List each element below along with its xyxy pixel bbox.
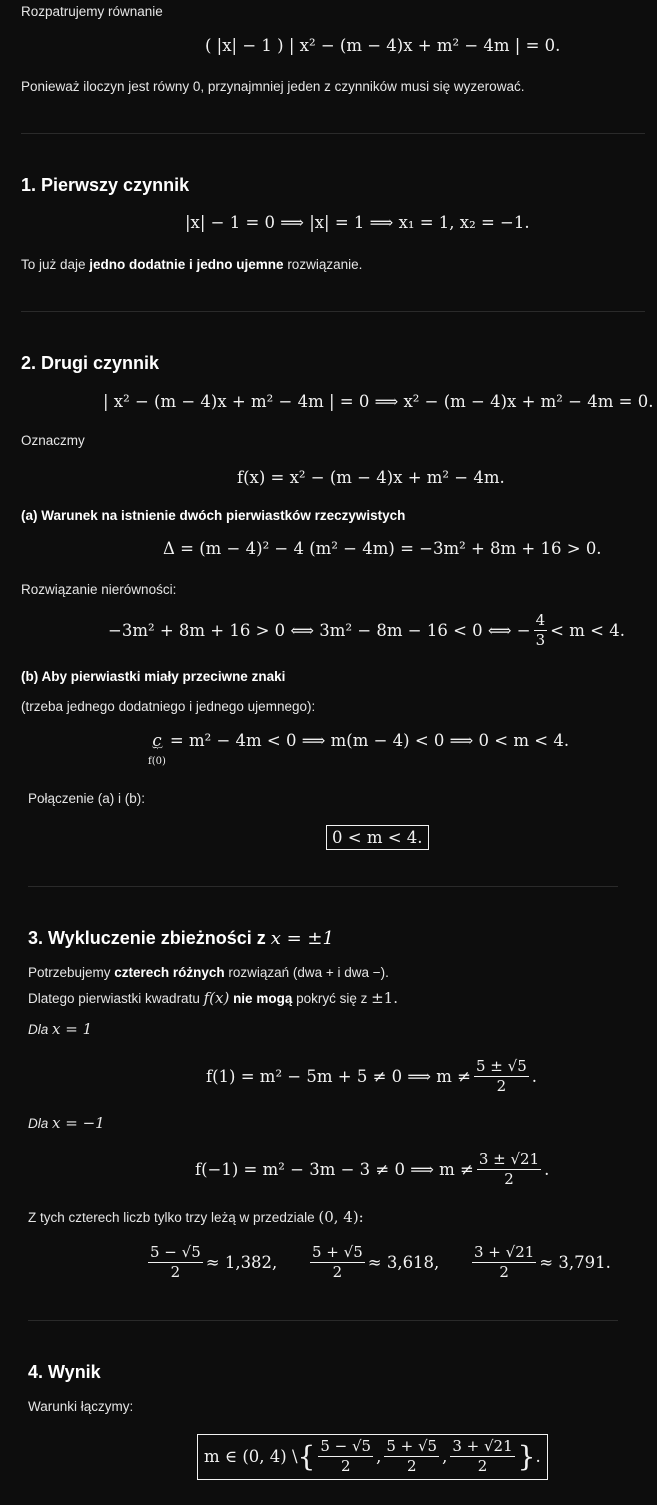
value-3: $\frac{3 + √21}{2}$ ≈ 3,791. — [474, 1243, 611, 1282]
f2-equation: f(−1) = m² − 3m − 3 ≠ 0 ⟹ m ≠ $\frac{3 \pm √21}{2}$ . — [195, 1150, 550, 1189]
divider — [21, 133, 645, 134]
condition-b-note: (trzeba jednego dodatniego i jednego ujemnego): — [21, 699, 316, 714]
section-3-heading: 3. Wykluczenie zbieżności z x = ±1 — [28, 928, 334, 949]
divider — [28, 1320, 618, 1321]
interval-text: Z tych czterech liczb tylko trzy leżą w przedziale (0, 4): — [28, 1208, 364, 1226]
section-2-heading: 2. Drugi czynnik — [21, 353, 160, 373]
section-2-equation: | x² − (m − 4)x + m² − 4m | = 0 ⟹ x² − (m − 4)x + m² − 4m = 0. — [103, 392, 654, 411]
section-1-equation: |x| − 1 = 0 ⟹ |x| = 1 ⟹ x₁ = 1, x₂ = −1. — [185, 213, 530, 232]
intro-reason: Ponieważ iloczyn jest równy 0, przynajmniej jeden z czynników musi się wyzerować. — [21, 79, 525, 94]
section-1-text: To już daje jedno dodatnie i jedno ujemne rozwiązanie. — [21, 257, 363, 272]
c-equation: c ︸ f(0) = m² − 4m < 0 ⟹ m(m − 4) < 0 ⟹ 0 < m < 4. — [148, 731, 570, 767]
section-4-text: Warunki łączymy: — [28, 1399, 134, 1414]
value-2: $\frac{5 + √5}{2}$ ≈ 3,618, — [312, 1243, 440, 1282]
for-x-minus1-label: Dla x = −1 — [28, 1114, 105, 1132]
divider — [21, 311, 645, 312]
intro-equation: ( |x| − 1 ) | x² − (m − 4)x + m² − 4m | = 0. — [205, 36, 561, 55]
condition-b-label: (b) Aby pierwiastki miały przeciwne znaki — [21, 669, 286, 684]
value-1: $\frac{5 - √5}{2}$ ≈ 1,382, — [150, 1243, 278, 1282]
combine-label: Połączenie (a) i (b): — [28, 791, 146, 806]
f1-equation: f(1) = m² − 5m + 5 ≠ 0 ⟹ m ≠ $\frac{5 \pm √5}{2}$ . — [206, 1057, 537, 1096]
inequality-label: Rozwiązanie nierówności: — [21, 582, 177, 597]
final-result: m ∈ (0, 4) \ { $\frac{5 - √5}{2}$ , $\frac{5 + √5}{2}$ , $\frac{3 + √21}{2}$ } . — [197, 1434, 548, 1480]
condition-a-label: (a) Warunek na istnienie dwóch pierwiastków rzeczywistych — [21, 508, 406, 523]
section-1-heading: 1. Pierwszy czynnik — [21, 175, 190, 195]
section-4-heading: 4. Wynik — [28, 1362, 101, 1382]
intro-lead: Rozpatrujemy równanie — [21, 4, 163, 19]
denote-label: Oznaczmy — [21, 433, 85, 448]
need-text: Potrzebujemy czterech różnych rozwiązań (dwa + i dwa −). — [28, 965, 389, 980]
delta-equation: Δ = (m − 4)² − 4 (m² − 4m) = −3m² + 8m + 16 > 0. — [163, 539, 602, 558]
f-definition: f(x) = x² − (m − 4)x + m² − 4m. — [237, 468, 505, 487]
for-x1-label: Dla x = 1 — [28, 1020, 93, 1038]
inequality-chain: −3m² + 8m + 16 > 0 ⟺ 3m² − 8m − 16 < 0 ⟺ − $\frac{4}{3}$ < m < 4. — [108, 611, 625, 650]
divider — [28, 886, 618, 887]
section-2-result: 0 < m < 4. — [326, 825, 429, 850]
why-text: Dlatego pierwiastki kwadratu f(x) nie mogą pokryć się z ±1. — [28, 989, 398, 1007]
